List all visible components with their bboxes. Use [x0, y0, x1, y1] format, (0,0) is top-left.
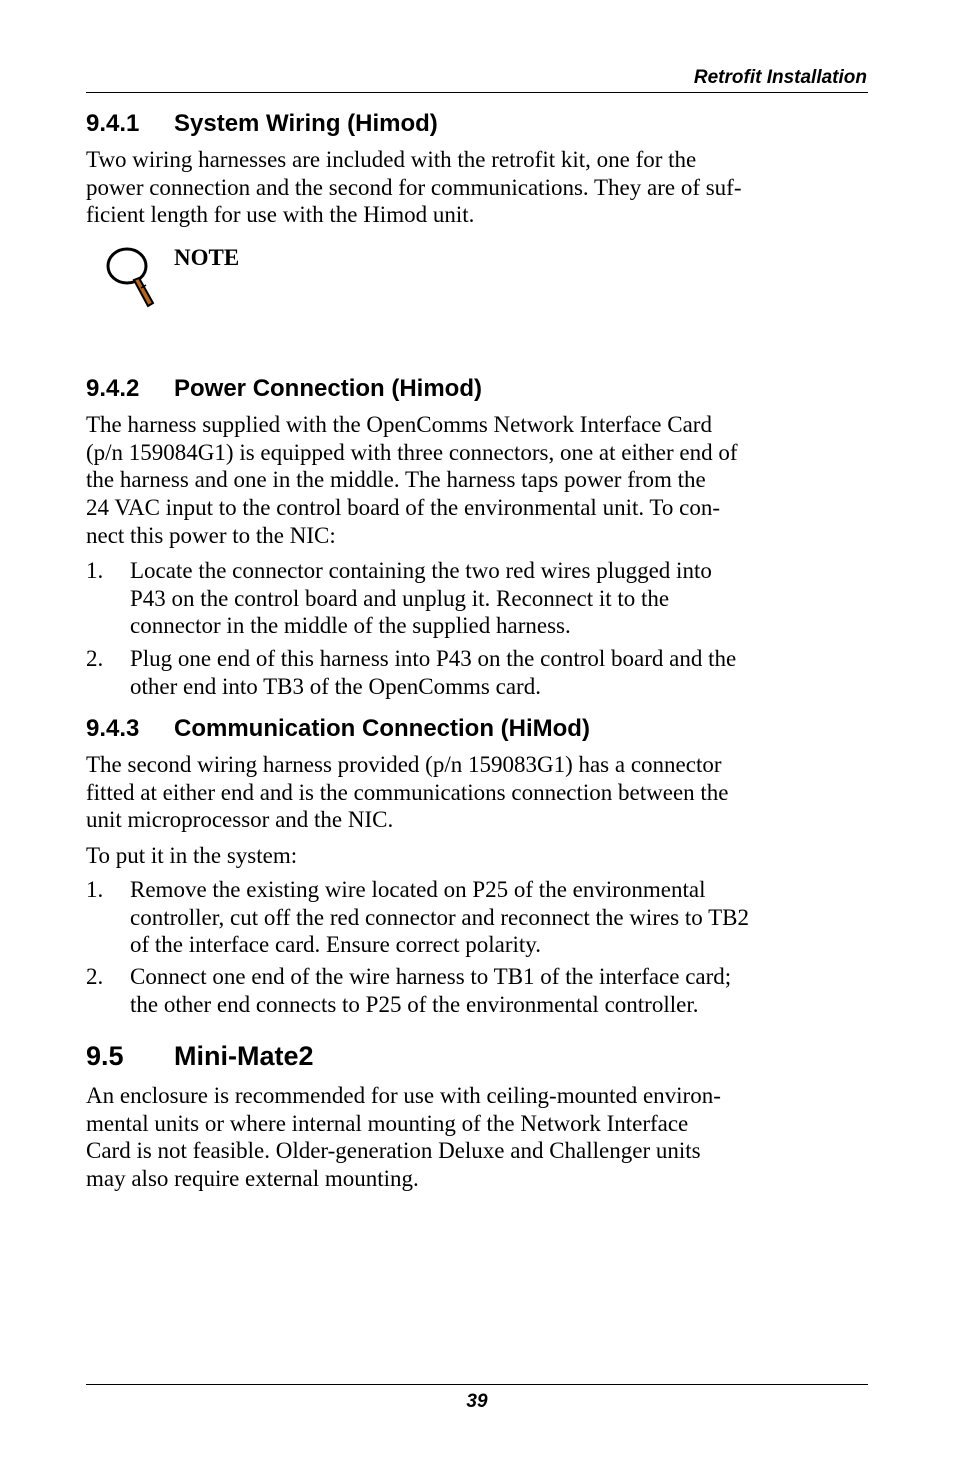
list-line: P43 on the control board and unplug it. Reconnect it to the: [130, 585, 670, 611]
list-line: connector in the middle of the supplied harness.: [130, 613, 571, 639]
magnifier-note-icon: [104, 244, 156, 312]
list-line: Connect one end of the wire harness to TB1 of the interface card;: [130, 964, 732, 989]
section-942-paragraph: [86, 411, 868, 550]
footer-rule: [86, 1384, 868, 1385]
paragraph-line: Card is not feasible. Older-generation Deluxe and Challenger units: [86, 1138, 701, 1164]
section-943-heading: [86, 715, 868, 743]
paragraph-line: An enclosure is recommended for use with ceiling-mounted environ-: [86, 1083, 721, 1108]
section-941-paragraph: [86, 146, 868, 229]
list-item-text: [130, 645, 868, 700]
paragraph-line: The harness supplied with the OpenComms Network Interface Card: [86, 412, 712, 437]
paragraph-line: (p/n 159084G1) is equipped with three connectors, one at either end of: [86, 439, 738, 465]
section-95-paragraph: [86, 1082, 868, 1193]
section-number: 9.5: [86, 1041, 124, 1071]
list-line: of the interface card. Ensure correct polarity.: [130, 932, 542, 958]
section-943-intro: [86, 842, 868, 870]
list-line: Remove the existing wire located on P25 of the environmental: [130, 877, 706, 902]
section-title: Power Connection (Himod): [174, 375, 482, 402]
list-line: the other end connects to P25 of the environmental controller.: [130, 991, 699, 1017]
section-95-heading: [86, 1040, 868, 1072]
paragraph-line: 24 VAC input to the control board of the environmental unit. To con-: [86, 495, 720, 521]
section-title: Communication Connection (HiMod): [174, 715, 590, 742]
paragraph-line: To put it in the system:: [86, 843, 298, 868]
section-number: 9.4.1: [86, 110, 140, 137]
paragraph-line: unit microprocessor and the NIC.: [86, 807, 394, 833]
list-item-text: [130, 963, 868, 1018]
paragraph-line: The second wiring harness provided (p/n 159083G1) has a connector: [86, 752, 722, 777]
paragraph-line: mental units or where internal mounting of the Network Interface: [86, 1110, 689, 1136]
paragraph-line: Two wiring harnesses are included with the retrofit kit, one for the: [86, 147, 697, 172]
list-item-text: [130, 557, 868, 640]
section-number: 9.4.2: [86, 375, 140, 402]
list-item-text: [130, 876, 868, 959]
list-marker: 1.: [86, 877, 104, 902]
paragraph-line: fitted at either end and is the communications connection between the: [86, 779, 729, 805]
paragraph-line: nect this power to the NIC:: [86, 522, 336, 548]
section-943-paragraph: [86, 751, 868, 834]
paragraph-line: the harness and one in the middle. The harness taps power from the: [86, 467, 706, 493]
list-line: controller, cut off the red connector and reconnect the wires to TB2: [130, 904, 750, 930]
section-title: Mini-Mate2: [174, 1041, 314, 1071]
list-marker: 1.: [86, 558, 104, 583]
section-title: System Wiring (Himod): [174, 110, 438, 137]
list-marker: 2.: [86, 646, 104, 671]
list-line: Locate the connector containing the two red wires plugged into: [130, 558, 712, 583]
paragraph-line: ficient length for use with the Himod unit.: [86, 202, 475, 228]
list-line: other end into TB3 of the OpenComms card.: [130, 673, 541, 699]
page-number: 39: [466, 1391, 488, 1412]
paragraph-line: may also require external mounting.: [86, 1166, 419, 1192]
note-label: NOTE: [174, 245, 240, 270]
section-941-heading: [86, 110, 868, 138]
section-number: 9.4.3: [86, 715, 140, 742]
header-rule: [86, 92, 868, 93]
running-header: Retrofit Installation: [693, 67, 867, 88]
section-942-heading: [86, 375, 868, 403]
list-marker: 2.: [86, 964, 104, 989]
paragraph-line: power connection and the second for communications. They are of suf-: [86, 174, 742, 200]
list-line: Plug one end of this harness into P43 on the control board and the: [130, 646, 737, 671]
